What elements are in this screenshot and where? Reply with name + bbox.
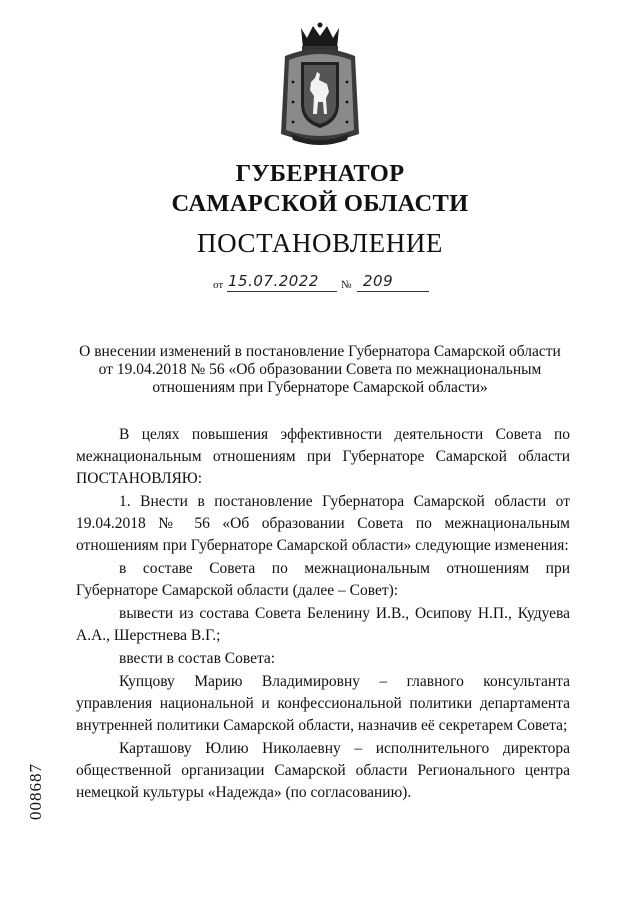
paragraph-text: вывести из состава Совета Беленину И.В., Осипову Н.П., Кудуева А.А., Шерстнева В.Г.;	[76, 605, 570, 644]
paragraph-text: Карташову Юлию Николаевну – исполнительного директора общественной организации Самарской области Регионального центра немецкой культуры «Надежда» (по согласованию).	[76, 740, 570, 801]
margin-registration-number: 008687	[26, 763, 45, 820]
subject-line: О внесении изменений в постановление Губернатора Самарской области	[79, 343, 561, 360]
document-type-title: ПОСТАНОВЛЕНИЕ	[196, 228, 444, 258]
paragraph-text: В целях повышения эффективности деятельности Совета по межнациональным отношениям при Губернаторе Самарской области ПОСТАНОВЛЯЮ:	[76, 426, 570, 487]
body-paragraph	[76, 671, 570, 737]
coat-of-arms-emblem	[277, 22, 363, 150]
organization-name-line2: САМАРСКОЙ ОБЛАСТИ	[171, 190, 469, 217]
date-underline	[227, 291, 337, 292]
body-paragraph	[76, 558, 570, 602]
paragraph-text: ввести в состав Совета:	[119, 650, 276, 667]
handwritten-date: 15.07.2022	[228, 272, 319, 290]
paragraph-text: 1. Внести в постановление Губернатора Самарской области от 19.04.2018 № 56 «Об образовании Совета по межнациональным отношениям при Губернаторе Самарской области» следующие изменения:	[76, 493, 570, 554]
date-number-line	[213, 272, 438, 294]
subject-line: отношениям при Губернаторе Самарской области»	[152, 379, 488, 396]
document-subject	[60, 343, 580, 397]
subject-line: от 19.04.2018 № 56 «Об образовании Совета по межнациональным	[98, 361, 542, 378]
handwritten-number: 209	[363, 272, 394, 290]
number-label: №	[341, 279, 352, 291]
organization-name-line1: ГУБЕРНАТОР	[235, 160, 405, 187]
date-label: от	[213, 279, 224, 291]
number-underline	[357, 291, 429, 292]
paragraph-text: в составе Совета по межнациональным отношениям при Губернаторе Самарской области (далее – Совет):	[76, 560, 570, 599]
document-body	[76, 424, 570, 805]
body-paragraph	[76, 603, 570, 647]
paragraph-text: Купцову Марию Владимировну – главного консультанта управления национальной и конфессиональной политики департамента внутренней политики Самарской области, назначив её секретарем Совета;	[76, 673, 570, 734]
body-paragraph	[76, 424, 570, 490]
body-paragraph	[76, 738, 570, 804]
body-paragraph	[76, 648, 570, 670]
body-paragraph	[76, 491, 570, 557]
